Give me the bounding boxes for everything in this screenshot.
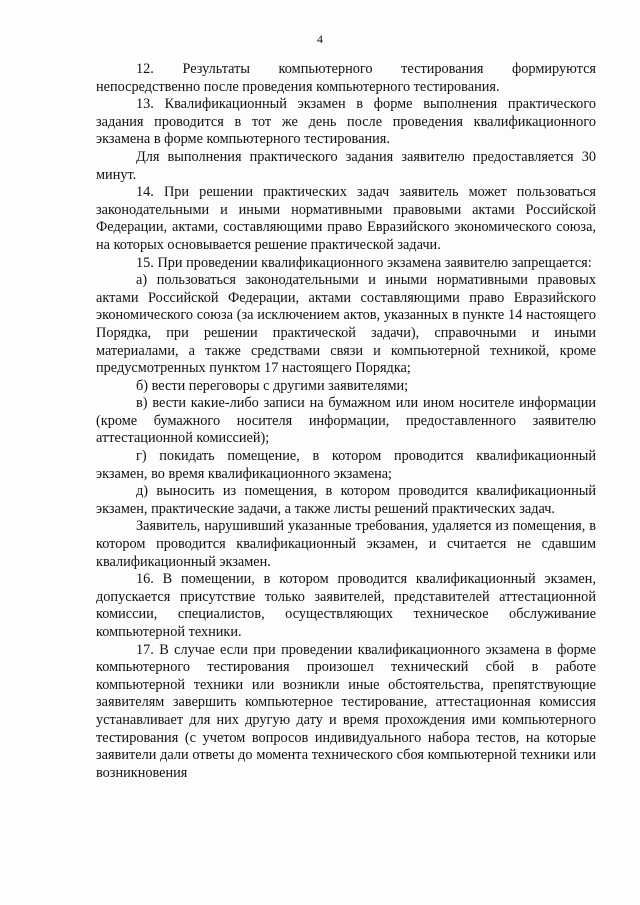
paragraph-15-d: д) выносить из помещения, в котором проводится квалификационный экзамен, практические задачи, а также листы решений практических задач. [96,483,596,517]
paragraph-17: 17. В случае если при проведении квалификационного экзамена в форме компьютерного тестирования произошел технический сбой в работе компьютерной техники или возникли иные обстоятельства, препятствующие заявителям завершить компьютерное тестирование, аттестационная комиссия устанавливает для них другую дату и время прохождения ими компьютерного тестирования (с учетом вопросов индивидуального набора тестов, на которые заявители дали ответы до момента технического сбоя компьютерной техники или возникновения [96,641,596,781]
document-body [96,61,596,782]
paragraph-14: 14. При решении практических задач заявитель может пользоваться законодательными и иными нормативными правовыми актами Российской Федерации, актами, составляющими право Евразийского экономического союза, на которых основывается решение практической задачи. [96,184,596,253]
paragraph-15-penalty: Заявитель, нарушивший указанные требования, удаляется из помещения, в котором проводится квалификационный экзамен, и считается не сдавшим квалификационный экзамен. [96,518,596,570]
paragraph-15-a: а) пользоваться законодательными и иными нормативными правовых актами Российской Федерации, актами составляющими право Евразийского экономического союза (за исключением актов, указанных в пункте 14 настоящего Порядка, при решении практической задачи), справочными и иными материалами, а также средствами связи и компьютерной техникой, кроме предусмотренных пунктом 17 настоящего Порядка; [96,272,596,377]
page-number: 4 [317,32,323,46]
paragraph-15-g: г) покидать помещение, в котором проводится квалификационный экзамен, во время квалификационного экзамена; [96,448,596,482]
paragraph-15-v: в) вести какие-либо записи на бумажном или ином носителе информации (кроме бумажного носителя информации, предоставленного заявителю аттестационной комиссией); [96,395,596,447]
paragraph-13: 13. Квалификационный экзамен в форме выполнения практического задания проводится в тот же день после проведения квалификационного экзамена в форме компьютерного тестирования. [96,96,596,148]
paragraph-16: 16. В помещении, в котором проводится квалификационный экзамен, допускается присутствие только заявителей, представителей аттестационной комиссии, специалистов, осуществляющих техническое обслуживание компьютерной техники. [96,571,596,640]
paragraph-15-b: б) вести переговоры с другими заявителями; [136,377,409,394]
paragraph-13-time: Для выполнения практического задания заявителю предоставляется 30 минут. [96,148,596,183]
paragraph-15: 15. При проведении квалификационного экзамена заявителю запрещается: [136,254,592,271]
paragraph-12: 12. Результаты компьютерного тестирования формируются непосредственно после проведения компьютерного тестирования. [96,61,596,95]
